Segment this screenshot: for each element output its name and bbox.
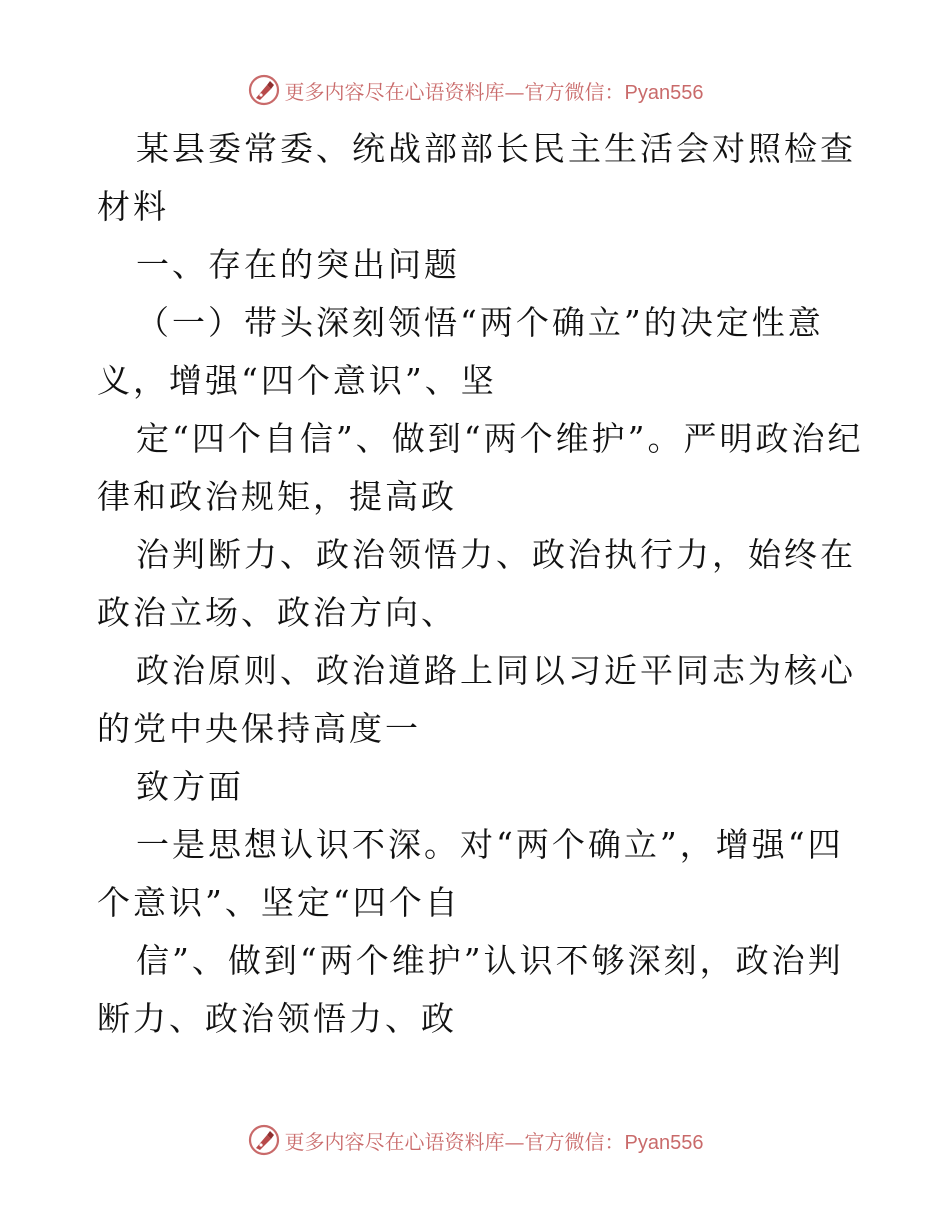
wechat-id: Pyan556 (624, 1131, 704, 1154)
paragraph: 一是思想认识不深。对“两个确立”，增强“四个意识”、坚定“四个自 (97, 825, 844, 922)
document-title: 某县委常委、统战部部长民主生活会对照检查材料 (97, 129, 856, 226)
paragraph: 政治原则、政治道路上同以习近平同志为核心的党中央保持高度一 (97, 651, 856, 748)
paragraph: 信”、做到“两个维护”认识不够深刻，政治判断力、政治领悟力、政 (97, 941, 844, 1038)
footer-watermark-banner (0, 1120, 950, 1160)
section-heading: 一、存在的突出问题 (136, 245, 460, 284)
watermark-text: 更多内容尽在心语资料库—官方微信：Pyan556 (284, 1129, 704, 1154)
pen-nib-logo-icon (247, 73, 281, 107)
paragraph: 定“四个自信”、做到“两个维护”。严明政治纪律和政治规矩，提高政 (97, 419, 864, 516)
paragraph: （一）带头深刻领悟“两个确立”的决定性意义，增强“四个意识”、坚 (97, 303, 824, 400)
paragraph: 致方面 (136, 767, 244, 806)
wechat-id: Pyan556 (624, 81, 704, 104)
header-watermark-banner (0, 70, 950, 110)
pen-nib-logo-icon (247, 1123, 281, 1157)
document-body (97, 120, 867, 1048)
watermark-text: 更多内容尽在心语资料库—官方微信：Pyan556 (284, 79, 704, 104)
paragraph: 治判断力、政治领悟力、政治执行力，始终在政治立场、政治方向、 (97, 535, 856, 632)
